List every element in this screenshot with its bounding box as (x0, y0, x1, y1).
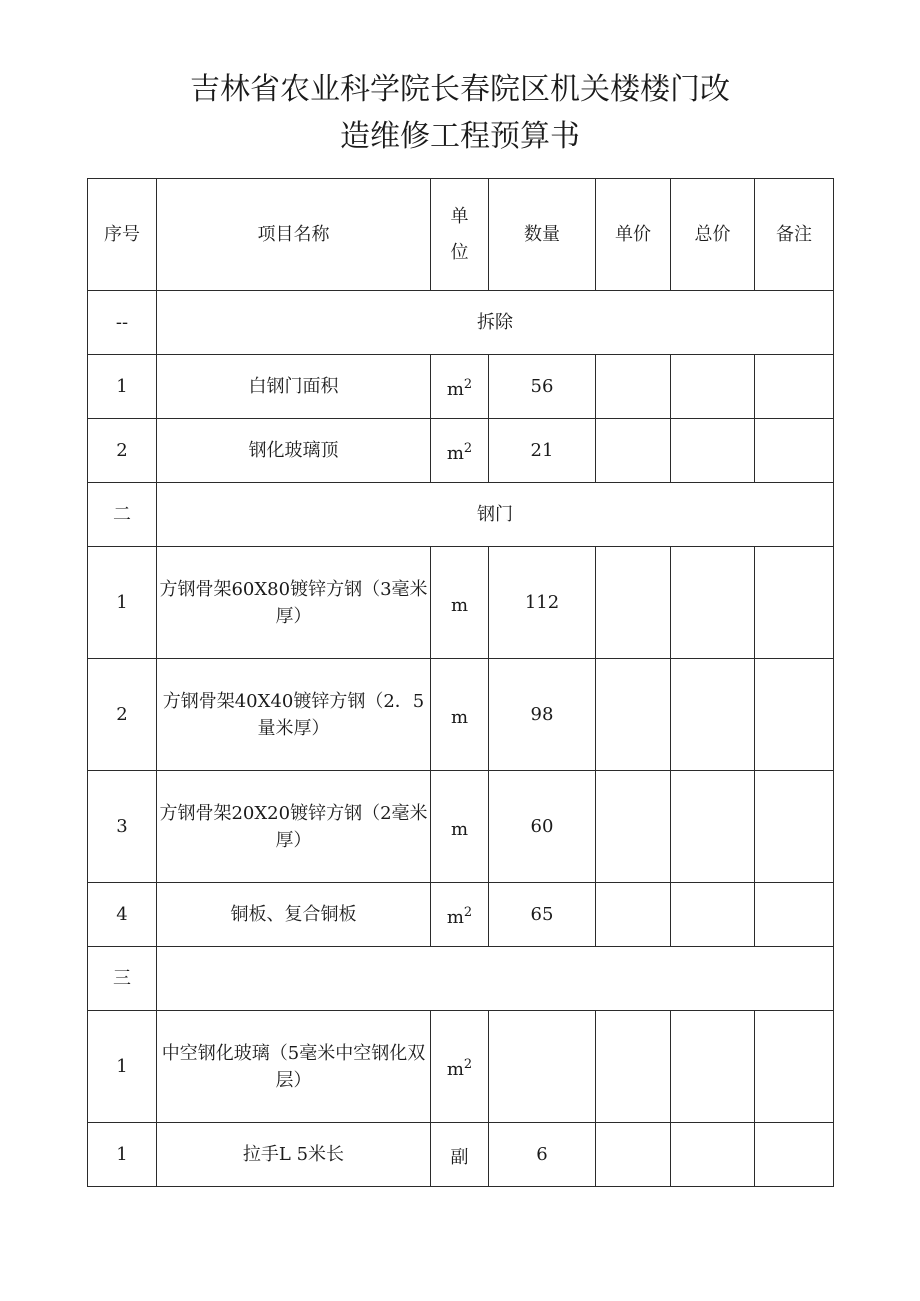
section-row (88, 291, 834, 355)
cell-seq: 1 (88, 1011, 157, 1123)
cell-total (671, 419, 755, 483)
section-title: 拆除 (157, 291, 834, 355)
cell-seq: 3 (88, 771, 157, 883)
cell-note (755, 547, 834, 659)
cell-qty: 98 (489, 659, 596, 771)
cell-name: 方钢骨架40X40镀锌方钢（2．5量米厚） (157, 659, 431, 771)
header-seq: 序号 (88, 179, 157, 291)
table-row (88, 419, 834, 483)
cell-qty (489, 1011, 596, 1123)
cell-note (755, 419, 834, 483)
section-label: 三 (88, 947, 157, 1011)
cell-note (755, 1123, 834, 1187)
cell-price (596, 547, 671, 659)
cell-unit: m (431, 771, 489, 883)
document-title (0, 66, 920, 160)
cell-total (671, 355, 755, 419)
cell-qty: 56 (489, 355, 596, 419)
table-row (88, 355, 834, 419)
cell-unit: m (431, 659, 489, 771)
cell-note (755, 355, 834, 419)
cell-unit: m (431, 547, 489, 659)
header-unit (431, 179, 489, 291)
title-line-2: 造维修工程预算书 (340, 119, 580, 154)
header-qty: 数量 (489, 179, 596, 291)
header-unit-top: 单 (450, 205, 469, 227)
table-row (88, 771, 834, 883)
cell-total (671, 1011, 755, 1123)
cell-total (671, 883, 755, 947)
header-name: 项目名称 (157, 179, 431, 291)
cell-unit: $m^2$ (431, 419, 489, 483)
cell-seq: 1 (88, 1123, 157, 1187)
cell-name: 方钢骨架60X80镀锌方钢（3毫米厚） (157, 547, 431, 659)
section-row (88, 947, 834, 1011)
cell-unit: 副 (431, 1123, 489, 1187)
cell-note (755, 659, 834, 771)
cell-price (596, 771, 671, 883)
header-price: 单价 (596, 179, 671, 291)
cell-seq: 2 (88, 419, 157, 483)
section-label: 二 (88, 483, 157, 547)
cell-unit: $m^2$ (431, 1011, 489, 1123)
cell-qty: 60 (489, 771, 596, 883)
cell-unit: $m^2$ (431, 355, 489, 419)
cell-price (596, 419, 671, 483)
cell-qty: 21 (489, 419, 596, 483)
cell-seq: 2 (88, 659, 157, 771)
cell-seq: 4 (88, 883, 157, 947)
cell-qty: 6 (489, 1123, 596, 1187)
cell-qty: 112 (489, 547, 596, 659)
section-label: -- (88, 291, 157, 355)
budget-table (87, 178, 834, 1187)
section-row (88, 483, 834, 547)
table-row (88, 659, 834, 771)
cell-name: 铜板、复合铜板 (157, 883, 431, 947)
cell-total (671, 1123, 755, 1187)
cell-price (596, 1123, 671, 1187)
cell-seq: 1 (88, 355, 157, 419)
cell-seq: 1 (88, 547, 157, 659)
cell-price (596, 659, 671, 771)
cell-unit: $m^2$ (431, 883, 489, 947)
header-note: 备注 (755, 179, 834, 291)
header-unit-bottom: 位 (450, 241, 469, 263)
cell-note (755, 883, 834, 947)
cell-price (596, 883, 671, 947)
section-title (157, 947, 834, 1011)
title-line-1: 吉林省农业科学院长春院区机关楼楼门改 (190, 72, 730, 107)
cell-note (755, 771, 834, 883)
cell-total (671, 659, 755, 771)
section-title: 钢门 (157, 483, 834, 547)
cell-price (596, 355, 671, 419)
cell-name: 白钢门面积 (157, 355, 431, 419)
cell-qty: 65 (489, 883, 596, 947)
table-row (88, 1011, 834, 1123)
cell-total (671, 547, 755, 659)
cell-note (755, 1011, 834, 1123)
cell-name: 钢化玻璃顶 (157, 419, 431, 483)
cell-name: 中空钢化玻璃（5毫米中空钢化双层） (157, 1011, 431, 1123)
table-row (88, 883, 834, 947)
table-header-row (88, 179, 834, 291)
cell-price (596, 1011, 671, 1123)
table-row (88, 1123, 834, 1187)
table-row (88, 547, 834, 659)
cell-name: 方钢骨架20X20镀锌方钢（2毫米厚） (157, 771, 431, 883)
header-total: 总价 (671, 179, 755, 291)
cell-total (671, 771, 755, 883)
cell-name: 拉手L 5米长 (157, 1123, 431, 1187)
